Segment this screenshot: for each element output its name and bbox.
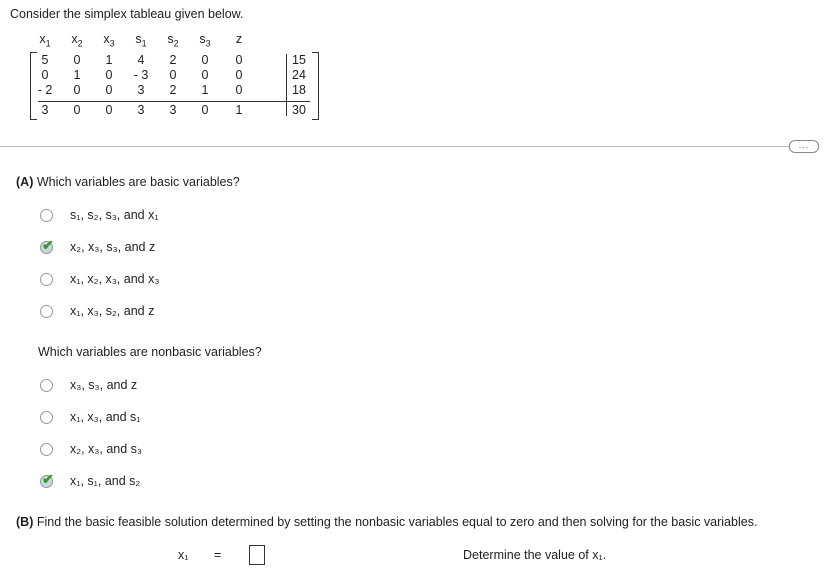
tableau-cell: 2 xyxy=(169,53,177,67)
tableau-row xyxy=(28,68,320,83)
part-a-label: (A) xyxy=(16,175,34,189)
tableau-cell: 15 xyxy=(292,53,306,67)
tableau-cell: 0 xyxy=(201,68,209,82)
part-b-label: (B) xyxy=(16,515,34,529)
answer-variable-label: x₁ xyxy=(178,548,189,562)
tableau-cell: 3 xyxy=(169,103,177,117)
checkmark-icon: ✔ xyxy=(42,237,54,253)
nonbasic-question-text: Which variables are nonbasic variables? xyxy=(38,345,262,359)
option-label: x₁, x₂, x₃, and x₃ xyxy=(70,272,160,286)
tableau-cell: - 3 xyxy=(133,68,149,82)
tableau-cell: 0 xyxy=(235,53,243,67)
tableau-cell: 0 xyxy=(41,68,49,82)
tableau-cell: 0 xyxy=(169,68,177,82)
tableau-cell: 0 xyxy=(73,103,81,117)
tableau-cell: 30 xyxy=(292,103,306,117)
tableau-row xyxy=(28,103,320,118)
header-x3: $x_3$ xyxy=(103,32,115,49)
radio-button[interactable] xyxy=(40,209,53,222)
option-label: x₁, x₃, and s₁ xyxy=(70,410,141,424)
tableau-cell: 0 xyxy=(201,103,209,117)
tableau-cell: 1 xyxy=(235,103,243,117)
tableau-row xyxy=(28,83,320,98)
tableau-cell: 0 xyxy=(105,83,113,97)
part-b-question-text: Find the basic feasible solution determined by setting the nonbasic variables equal to zero and then solving for the basic variables. xyxy=(36,515,758,529)
part-a-question xyxy=(16,175,240,189)
tableau-cell: 24 xyxy=(292,68,306,82)
header-x2: $x_2$ xyxy=(71,32,83,49)
tableau-cell: 1 xyxy=(201,83,209,97)
tableau-header xyxy=(28,32,320,48)
instruction-text: Determine the value of x₁. xyxy=(463,548,607,562)
tableau-cell: 3 xyxy=(137,83,145,97)
header-s1: $s_1$ xyxy=(135,32,147,49)
answer-input[interactable] xyxy=(249,545,265,565)
option-label: x₂, x₃, and s₃ xyxy=(70,442,143,456)
header-z: z xyxy=(235,32,243,46)
option-label: x₃, s₃, and z xyxy=(70,378,138,392)
simplex-tableau xyxy=(28,32,320,122)
radio-button[interactable] xyxy=(40,379,53,392)
tableau-cell: 18 xyxy=(292,83,306,97)
more-options-button[interactable]: ... xyxy=(789,140,819,153)
tableau-cell: - 2 xyxy=(37,83,53,97)
option-label: x₂, x₃, s₃, and z xyxy=(70,240,156,254)
tableau-cell: 0 xyxy=(73,53,81,67)
radio-button[interactable] xyxy=(40,411,53,424)
option-label: x₁, s₁, and s₂ xyxy=(70,474,141,488)
part-b-question xyxy=(16,515,757,529)
tableau-cell: 0 xyxy=(105,103,113,117)
equals-sign: = xyxy=(214,548,222,562)
tableau-cell: 0 xyxy=(235,83,243,97)
tableau-cell: 1 xyxy=(105,53,113,67)
tableau-cell: 2 xyxy=(169,83,177,97)
radio-button[interactable] xyxy=(40,443,53,456)
tableau-cell: 3 xyxy=(137,103,145,117)
part-a-question-text: Which variables are basic variables? xyxy=(36,175,240,189)
tableau-cell: 0 xyxy=(105,68,113,82)
tableau-cell: 3 xyxy=(41,103,49,117)
tableau-cell: 0 xyxy=(201,53,209,67)
header-s2: $s_2$ xyxy=(167,32,179,49)
section-divider xyxy=(0,146,790,147)
radio-button[interactable] xyxy=(40,305,53,318)
tableau-horizontal-divider xyxy=(38,101,310,102)
tableau-cell: 0 xyxy=(235,68,243,82)
header-s3: $s_3$ xyxy=(199,32,211,49)
tableau-cell: 0 xyxy=(73,83,81,97)
radio-button[interactable] xyxy=(40,273,53,286)
checkmark-icon: ✔ xyxy=(42,471,54,487)
tableau-cell: 4 xyxy=(137,53,145,67)
tableau-cell: 1 xyxy=(73,68,81,82)
option-label: s₁, s₂, s₃, and x₁ xyxy=(70,208,159,222)
header-x1: $x_1$ xyxy=(39,32,51,49)
tableau-cell: 5 xyxy=(41,53,49,67)
intro-text: Consider the simplex tableau given below. xyxy=(10,7,244,21)
tableau-row xyxy=(28,53,320,68)
option-label: x₁, x₃, s₂, and z xyxy=(70,304,155,318)
